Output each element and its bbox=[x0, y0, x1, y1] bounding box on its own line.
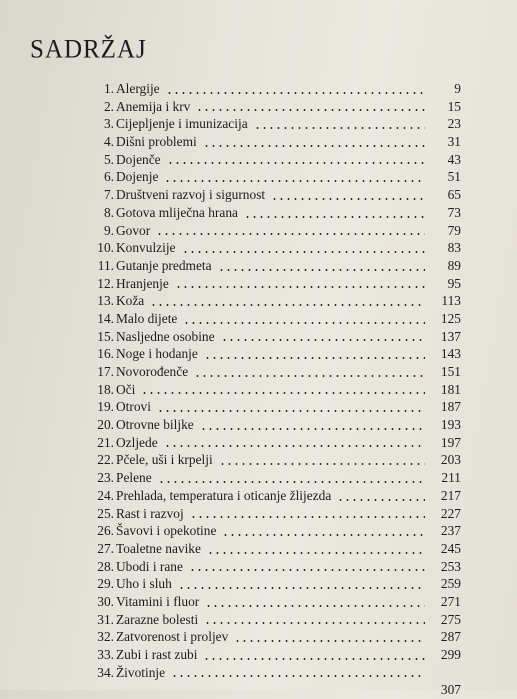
toc-entry-title-wrap bbox=[116, 558, 431, 576]
toc-entry bbox=[86, 115, 461, 133]
toc-entry-title-wrap bbox=[116, 186, 431, 204]
toc-entry-title: Gutanje predmeta bbox=[116, 257, 212, 273]
toc-entry bbox=[86, 239, 461, 257]
toc-entry-page: 125 bbox=[440, 310, 461, 326]
toc-entry bbox=[86, 558, 461, 576]
toc-leader-dots bbox=[271, 198, 425, 200]
toc-entry-title-wrap bbox=[116, 328, 431, 346]
toc-entry-title-wrap bbox=[116, 363, 431, 381]
toc-entry-title: Pelene bbox=[116, 470, 152, 486]
toc-entry-title-wrap bbox=[116, 487, 431, 505]
toc-entry bbox=[86, 328, 461, 346]
toc-leader-dots bbox=[141, 392, 425, 394]
toc-entry-title-wrap bbox=[116, 646, 431, 664]
toc-entry-title: Zatvorenost i proljev bbox=[116, 629, 229, 645]
toc-leader-dots bbox=[150, 304, 425, 306]
toc-entry-number: 17. bbox=[97, 364, 114, 379]
toc-entry bbox=[86, 487, 461, 505]
toc-entry-page: 95 bbox=[447, 275, 461, 291]
toc-entry-number: 7. bbox=[103, 187, 114, 203]
toc-entry-number: 26. bbox=[97, 523, 114, 539]
toc-entry-title-wrap bbox=[116, 664, 431, 682]
toc-entry-title-wrap bbox=[116, 575, 431, 593]
toc-entry bbox=[86, 186, 461, 204]
toc-leader-dots bbox=[158, 481, 425, 483]
toc-leader-dots bbox=[164, 180, 425, 182]
toc-entry-number: 9. bbox=[103, 222, 114, 238]
toc-entry-title: Ozljede bbox=[116, 434, 158, 450]
toc-entry-number: 16. bbox=[97, 346, 114, 362]
toc-entry-title: Životinje bbox=[116, 664, 166, 680]
toc-entry-title: Pčele, uši i krpelji bbox=[116, 452, 213, 468]
toc-entry-number: 20. bbox=[97, 417, 114, 433]
toc-entry-title: Prehlada, temperatura i oticanje žlijezda bbox=[116, 487, 332, 503]
toc-entry-title-wrap bbox=[116, 522, 431, 540]
toc-entry-title: Malo dijete bbox=[116, 310, 178, 326]
toc-entry-number: 28. bbox=[97, 558, 114, 574]
toc-leader-dots bbox=[222, 534, 425, 536]
toc-leader-dots bbox=[164, 445, 425, 447]
toc-entry bbox=[86, 222, 461, 240]
toc-entry-title-wrap bbox=[116, 168, 431, 186]
toc-entry-title: Toaletne navike bbox=[116, 540, 201, 556]
toc-entry-number: 12. bbox=[97, 275, 114, 291]
toc-entry-title-wrap bbox=[116, 540, 431, 558]
toc-leader-dots bbox=[157, 410, 425, 412]
toc-entry-number: 13. bbox=[97, 293, 114, 309]
toc-entry bbox=[86, 540, 461, 558]
toc-entry-page: 217 bbox=[440, 487, 461, 503]
toc-entry-number: 2. bbox=[103, 98, 114, 114]
toc-entry-page: 15 bbox=[447, 98, 461, 114]
toc-entry-number: 11. bbox=[97, 257, 114, 273]
toc-entry-page: 79 bbox=[447, 222, 461, 238]
toc-entry bbox=[86, 664, 461, 682]
toc-entry bbox=[86, 451, 461, 469]
toc-entry-number: 19. bbox=[97, 399, 114, 415]
toc-entry-title-wrap bbox=[116, 151, 431, 169]
toc-entry-title-wrap bbox=[116, 115, 431, 133]
toc-entry-title-wrap bbox=[116, 204, 431, 222]
toc-entry-title-wrap bbox=[116, 310, 431, 328]
toc-leader-dots bbox=[178, 587, 425, 589]
toc-entry-number: 1. bbox=[103, 81, 114, 96]
toc-entry-page: 299 bbox=[440, 647, 461, 662]
toc-entry-title: Noge i hodanje bbox=[116, 346, 198, 362]
toc-entry bbox=[86, 133, 461, 151]
toc-entry-title-wrap bbox=[116, 469, 431, 487]
toc-entry-title-wrap bbox=[116, 505, 431, 523]
toc-entry bbox=[86, 151, 461, 169]
toc-entry-title-wrap bbox=[116, 434, 431, 452]
toc-leader-dots bbox=[190, 516, 425, 518]
toc-entry bbox=[86, 522, 461, 540]
toc-entry-page: 151 bbox=[440, 364, 461, 379]
toc-entry-page: 211 bbox=[441, 470, 461, 486]
toc-entry bbox=[86, 363, 461, 381]
toc-entry-title: Zubi i rast zubi bbox=[116, 647, 198, 662]
toc-entry-page: 113 bbox=[441, 293, 461, 309]
toc-entry-title: Koža bbox=[116, 293, 145, 309]
toc-entry-title: Društveni razvoj i sigurnost bbox=[116, 187, 266, 203]
table-of-contents bbox=[86, 80, 461, 681]
toc-entry-page: 143 bbox=[440, 346, 461, 362]
toc-entry bbox=[86, 381, 461, 399]
toc-entry-title-wrap bbox=[116, 416, 431, 434]
toc-entry-number: 27. bbox=[97, 540, 114, 556]
toc-leader-dots bbox=[204, 357, 425, 359]
toc-entry-title-wrap bbox=[116, 80, 431, 98]
toc-entry-page: 271 bbox=[440, 593, 461, 609]
toc-entry-page: 31 bbox=[447, 134, 461, 150]
toc-leader-dots bbox=[203, 145, 425, 147]
toc-entry-number: 6. bbox=[103, 169, 114, 185]
toc-entry bbox=[86, 80, 461, 98]
toc-entry-page: 65 bbox=[447, 187, 461, 203]
toc-leader-dots bbox=[218, 269, 425, 271]
toc-entry-title: Zarazne bolesti bbox=[116, 611, 199, 627]
toc-entry-number: 33. bbox=[97, 647, 114, 662]
toc-leader-dots bbox=[167, 162, 425, 164]
toc-entry-title-wrap bbox=[116, 239, 431, 257]
toc-entry bbox=[86, 611, 461, 629]
toc-leader-dots bbox=[204, 622, 425, 624]
toc-entry-page: 181 bbox=[440, 381, 461, 397]
toc-entry bbox=[86, 646, 461, 664]
toc-entry-title: Hranjenje bbox=[116, 275, 169, 291]
toc-entry-title: Otrovi bbox=[116, 399, 151, 415]
toc-leader-dots bbox=[166, 92, 425, 94]
toc-entry-title-wrap bbox=[116, 611, 431, 629]
toc-entry-page: 187 bbox=[440, 399, 461, 415]
toc-entry-page: 237 bbox=[440, 523, 461, 539]
toc-entry-page: 23 bbox=[447, 116, 461, 132]
toc-entry-title: Cijepljenje i imunizacija bbox=[116, 116, 248, 132]
toc-leader-dots bbox=[200, 428, 425, 430]
toc-leader-dots bbox=[337, 499, 425, 501]
toc-entry bbox=[86, 575, 461, 593]
toc-entry-page: 203 bbox=[440, 452, 461, 468]
toc-entry bbox=[86, 292, 461, 310]
final-page-number: 307 bbox=[440, 682, 461, 697]
toc-entry-title-wrap bbox=[116, 275, 431, 293]
toc-leader-dots bbox=[234, 640, 425, 642]
toc-entry-number: 29. bbox=[97, 576, 114, 592]
toc-entry-number: 10. bbox=[97, 240, 114, 256]
toc-entry-title-wrap bbox=[116, 381, 431, 399]
page-title: SADRŽAJ bbox=[30, 35, 147, 64]
toc-entry-title: Konvulzije bbox=[116, 240, 176, 256]
toc-entry-title: Anemija i krv bbox=[116, 98, 191, 114]
toc-entry bbox=[86, 398, 461, 416]
toc-entry-number: 23. bbox=[97, 470, 114, 486]
toc-entry bbox=[86, 275, 461, 293]
toc-leader-dots bbox=[196, 109, 425, 111]
toc-entry-page: 43 bbox=[447, 151, 461, 167]
toc-entry-page: 51 bbox=[447, 169, 461, 185]
toc-entry-page: 89 bbox=[447, 257, 461, 273]
toc-entry bbox=[86, 204, 461, 222]
toc-entry-title: Šavovi i opekotine bbox=[116, 523, 217, 539]
toc-entry-number: 25. bbox=[97, 505, 114, 521]
toc-entry-title: Otrovne biljke bbox=[116, 417, 194, 433]
toc-entry-number: 15. bbox=[97, 328, 114, 344]
toc-leader-dots bbox=[194, 375, 425, 377]
toc-entry bbox=[86, 416, 461, 434]
toc-entry-number: 34. bbox=[97, 664, 114, 680]
toc-entry-title: Dišni problemi bbox=[116, 134, 197, 150]
toc-entry-number: 30. bbox=[97, 593, 114, 609]
toc-entry-number: 24. bbox=[97, 487, 114, 503]
toc-entry-title-wrap bbox=[116, 628, 431, 646]
toc-leader-dots bbox=[183, 322, 425, 324]
toc-entry-number: 21. bbox=[97, 434, 114, 450]
toc-entry-title: Dojenče bbox=[116, 151, 161, 167]
toc-entry bbox=[86, 593, 461, 611]
toc-leader-dots bbox=[254, 127, 425, 129]
toc-entry-number: 3. bbox=[103, 116, 114, 132]
toc-entry-title-wrap bbox=[116, 133, 431, 151]
toc-entry-page: 287 bbox=[440, 629, 461, 645]
toc-entry-number: 14. bbox=[97, 310, 114, 326]
toc-entry-title-wrap bbox=[116, 593, 431, 611]
toc-leader-dots bbox=[205, 605, 425, 607]
toc-entry-page: 259 bbox=[440, 576, 461, 592]
toc-leader-dots bbox=[221, 339, 425, 341]
toc-entry-title-wrap bbox=[116, 451, 431, 469]
toc-entry-page: 197 bbox=[440, 434, 461, 450]
toc-entry-title: Alergije bbox=[116, 81, 160, 96]
toc-entry-page: 83 bbox=[447, 240, 461, 256]
toc-entry-title-wrap bbox=[116, 398, 431, 416]
toc-entry-title-wrap bbox=[116, 98, 431, 116]
toc-leader-dots bbox=[244, 216, 425, 218]
toc-entry bbox=[86, 469, 461, 487]
toc-entry bbox=[86, 345, 461, 363]
toc-entry-title: Nasljedne osobine bbox=[116, 328, 215, 344]
toc-entry-title: Rast i razvoj bbox=[116, 505, 184, 521]
toc-entry-number: 18. bbox=[97, 381, 114, 397]
toc-entry bbox=[86, 434, 461, 452]
toc-entry-title-wrap bbox=[116, 292, 431, 310]
toc-entry-title: Ubodi i rane bbox=[116, 558, 183, 574]
toc-entry-page: 137 bbox=[440, 328, 461, 344]
toc-leader-dots bbox=[219, 463, 425, 465]
toc-entry bbox=[86, 257, 461, 275]
toc-entry-title: Vitamini i fluor bbox=[116, 593, 200, 609]
toc-entry-title: Dojenje bbox=[116, 169, 159, 185]
toc-entry-number: 31. bbox=[97, 611, 114, 627]
toc-entry-number: 5. bbox=[103, 151, 114, 167]
toc-entry-number: 4. bbox=[103, 134, 114, 150]
toc-entry-page: 9 bbox=[454, 81, 461, 96]
toc-entry-title: Uho i sluh bbox=[116, 576, 172, 592]
toc-entry-page: 227 bbox=[440, 505, 461, 521]
toc-leader-dots bbox=[207, 552, 425, 554]
toc-entry-title-wrap bbox=[116, 257, 431, 275]
toc-leader-dots bbox=[189, 569, 425, 571]
toc-entry-number: 32. bbox=[97, 629, 114, 645]
toc-entry-page: 275 bbox=[440, 611, 461, 627]
toc-entry-title: Novorođenče bbox=[116, 364, 189, 379]
toc-entry-number: 22. bbox=[97, 452, 114, 468]
toc-leader-dots bbox=[156, 233, 425, 235]
toc-entry-title-wrap bbox=[116, 345, 431, 363]
toc-entry-number: 8. bbox=[103, 204, 114, 220]
toc-entry-page: 73 bbox=[447, 204, 461, 220]
toc-entry bbox=[86, 310, 461, 328]
toc-leader-dots bbox=[175, 286, 425, 288]
toc-leader-dots bbox=[182, 251, 425, 253]
toc-entry bbox=[86, 98, 461, 116]
toc-entry-page: 253 bbox=[440, 558, 461, 574]
toc-entry-page: 193 bbox=[440, 417, 461, 433]
toc-entry-title-wrap bbox=[116, 222, 431, 240]
toc-leader-dots bbox=[203, 658, 425, 660]
toc-entry bbox=[86, 168, 461, 186]
toc-entry bbox=[86, 628, 461, 646]
toc-leader-dots bbox=[171, 675, 425, 677]
toc-entry bbox=[86, 505, 461, 523]
toc-entry-page: 245 bbox=[440, 540, 461, 556]
toc-entry-title: Govor bbox=[116, 222, 151, 238]
toc-entry-title: Gotova mliječna hrana bbox=[116, 204, 238, 220]
toc-entry-title: Oči bbox=[116, 381, 136, 397]
